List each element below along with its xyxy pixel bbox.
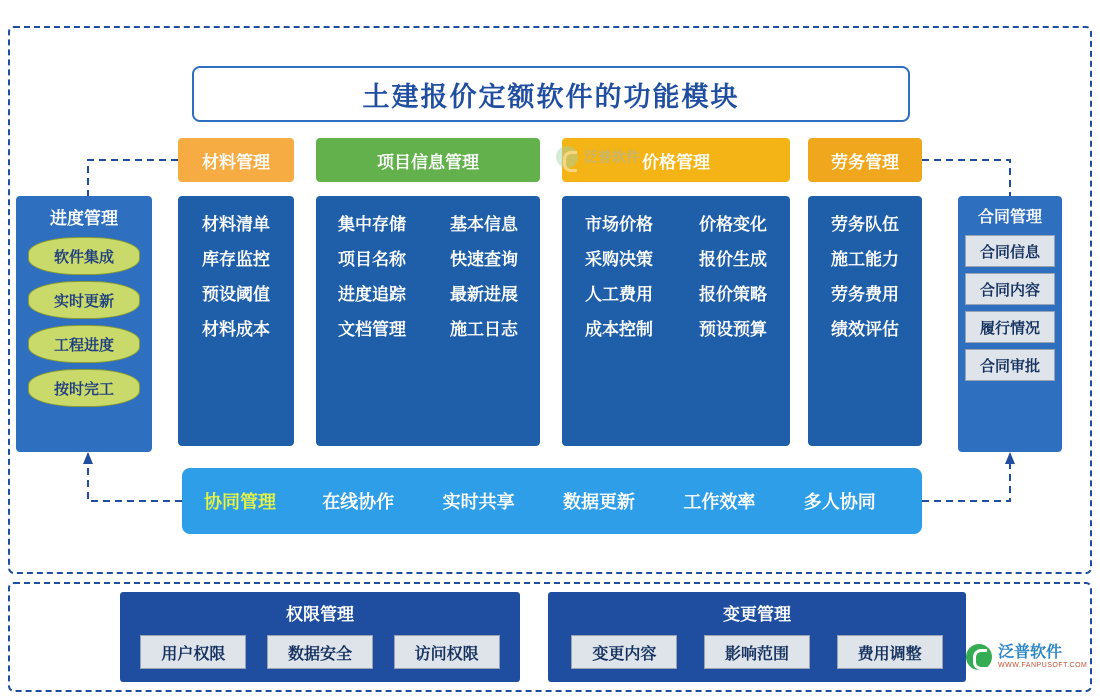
progress-item-cylinder[interactable] (28, 369, 140, 407)
contract-item-label: 履行情况 (979, 319, 1040, 337)
panel-cell[interactable]: 进度追踪 (338, 285, 406, 304)
panel-row (178, 245, 294, 270)
panel-cell[interactable]: 价格变化 (699, 215, 767, 234)
panel-row (316, 210, 540, 235)
collaboration-item[interactable]: 工作效率 (683, 492, 756, 512)
panel-progress-title: 进度管理 (50, 209, 118, 228)
panel-cell[interactable]: 成本控制 (585, 320, 653, 339)
panel-cell[interactable]: 施工日志 (450, 320, 518, 339)
contract-item-box[interactable] (965, 235, 1055, 267)
panel-cell[interactable]: 绩效评估 (831, 320, 899, 339)
panel-permission-title: 权限管理 (286, 605, 354, 624)
watermark-center-text (584, 150, 640, 165)
panel-row (178, 210, 294, 235)
panel-row (808, 210, 922, 235)
collaboration-item[interactable]: 数据更新 (562, 492, 635, 512)
progress-item-label: 按时完工 (53, 380, 114, 398)
change-item-label: 影响范围 (724, 645, 789, 663)
page-title (192, 66, 910, 122)
panel-cell[interactable]: 材料清单 (202, 215, 270, 234)
permission-item-label: 用户权限 (161, 645, 226, 663)
change-item-label: 变更内容 (592, 645, 657, 663)
panel-permission-management (120, 592, 520, 682)
watermark-brand-cn: 泛普软件 (998, 643, 1063, 661)
permission-item-box[interactable] (267, 635, 373, 669)
panel-cell[interactable]: 报价策略 (699, 285, 767, 304)
permission-item-box[interactable] (394, 635, 500, 669)
panel-row (178, 280, 294, 305)
panel-cell[interactable]: 项目名称 (338, 250, 406, 269)
progress-item-label: 工程进度 (53, 336, 114, 354)
panel-cell[interactable]: 最新进展 (450, 285, 518, 304)
panel-row (316, 245, 540, 270)
panel-cell[interactable]: 文档管理 (338, 320, 406, 339)
panel-cell[interactable]: 施工能力 (831, 250, 899, 269)
panel-cell[interactable]: 快速查询 (450, 250, 518, 269)
panel-change-management (548, 592, 966, 682)
watermark-brand-cn: 泛普软件 (584, 148, 640, 165)
change-item-label: 费用调整 (857, 645, 922, 663)
category-header-labor-label: 劳务管理 (831, 152, 899, 172)
panel-row (808, 315, 922, 340)
panel-contract-management (958, 196, 1062, 452)
panel-contract-title: 合同管理 (977, 209, 1042, 226)
panel-price (562, 196, 790, 446)
category-header-project-label: 项目信息管理 (377, 152, 479, 172)
panel-cell[interactable]: 材料成本 (202, 320, 270, 339)
panel-row (562, 210, 790, 235)
panel-cell[interactable]: 报价生成 (699, 250, 767, 269)
panel-row (562, 245, 790, 270)
collaboration-bar (182, 468, 922, 534)
brand-logo-icon (966, 644, 992, 670)
contract-item-label: 合同信息 (979, 243, 1040, 261)
panel-change-items (548, 635, 966, 669)
panel-cell[interactable]: 预设预算 (699, 320, 767, 339)
panel-row (562, 280, 790, 305)
progress-item-cylinder[interactable] (28, 237, 140, 275)
change-item-box[interactable] (837, 635, 943, 669)
panel-permission-items (120, 635, 520, 669)
progress-item-label: 实时更新 (53, 292, 114, 310)
category-header-material-label: 材料管理 (202, 152, 270, 172)
contract-item-box[interactable] (965, 349, 1055, 381)
panel-cell[interactable]: 市场价格 (585, 215, 653, 234)
panel-material (178, 196, 294, 446)
panel-row (316, 315, 540, 340)
contract-item-label: 合同审批 (979, 357, 1040, 375)
panel-row (316, 280, 540, 305)
panel-row (808, 245, 922, 270)
panel-cell[interactable]: 预设阈值 (202, 285, 270, 304)
page-title-text: 土建报价定额软件的功能模块 (362, 81, 740, 112)
panel-cell[interactable]: 基本信息 (450, 215, 518, 234)
panel-cell[interactable]: 库存监控 (202, 250, 270, 269)
panel-change-title: 变更管理 (723, 605, 791, 624)
panel-project (316, 196, 540, 446)
contract-item-box[interactable] (965, 311, 1055, 343)
watermark-corner-text (998, 645, 1087, 669)
panel-progress-management (16, 196, 152, 452)
progress-item-cylinder[interactable] (28, 281, 140, 319)
panel-cell[interactable]: 采购决策 (585, 250, 653, 269)
watermark-brand-en: WWW.FANPUSOFT.COM (998, 661, 1088, 669)
category-header-project[interactable] (316, 138, 540, 182)
category-header-material[interactable] (178, 138, 294, 182)
permission-item-label: 访问权限 (414, 645, 479, 663)
progress-item-label: 软件集成 (53, 248, 114, 266)
watermark-center (556, 146, 640, 168)
collaboration-items (298, 488, 900, 514)
change-item-box[interactable] (704, 635, 810, 669)
permission-item-box[interactable] (140, 635, 246, 669)
category-header-labor[interactable] (808, 138, 922, 182)
panel-cell[interactable]: 劳务队伍 (831, 215, 899, 234)
panel-cell[interactable]: 集中存储 (338, 215, 406, 234)
collaboration-item[interactable]: 在线协作 (322, 492, 395, 512)
change-item-box[interactable] (571, 635, 677, 669)
collaboration-title: 协同管理 (204, 492, 276, 512)
collaboration-item[interactable]: 实时共享 (442, 492, 515, 512)
category-header-price-label: 价格管理 (642, 152, 710, 172)
permission-item-label: 数据安全 (287, 645, 352, 663)
panel-labor (808, 196, 922, 446)
panel-cell[interactable]: 劳务费用 (831, 285, 899, 304)
contract-item-label: 合同内容 (979, 281, 1040, 299)
contract-item-box[interactable] (965, 273, 1055, 305)
panel-row (808, 280, 922, 305)
panel-row (178, 315, 294, 340)
panel-cell[interactable]: 人工费用 (585, 285, 653, 304)
panel-row (562, 315, 790, 340)
watermark-corner (966, 644, 1087, 670)
brand-logo-icon (556, 146, 578, 168)
collaboration-item[interactable]: 多人协同 (803, 492, 876, 512)
progress-item-cylinder[interactable] (28, 325, 140, 363)
